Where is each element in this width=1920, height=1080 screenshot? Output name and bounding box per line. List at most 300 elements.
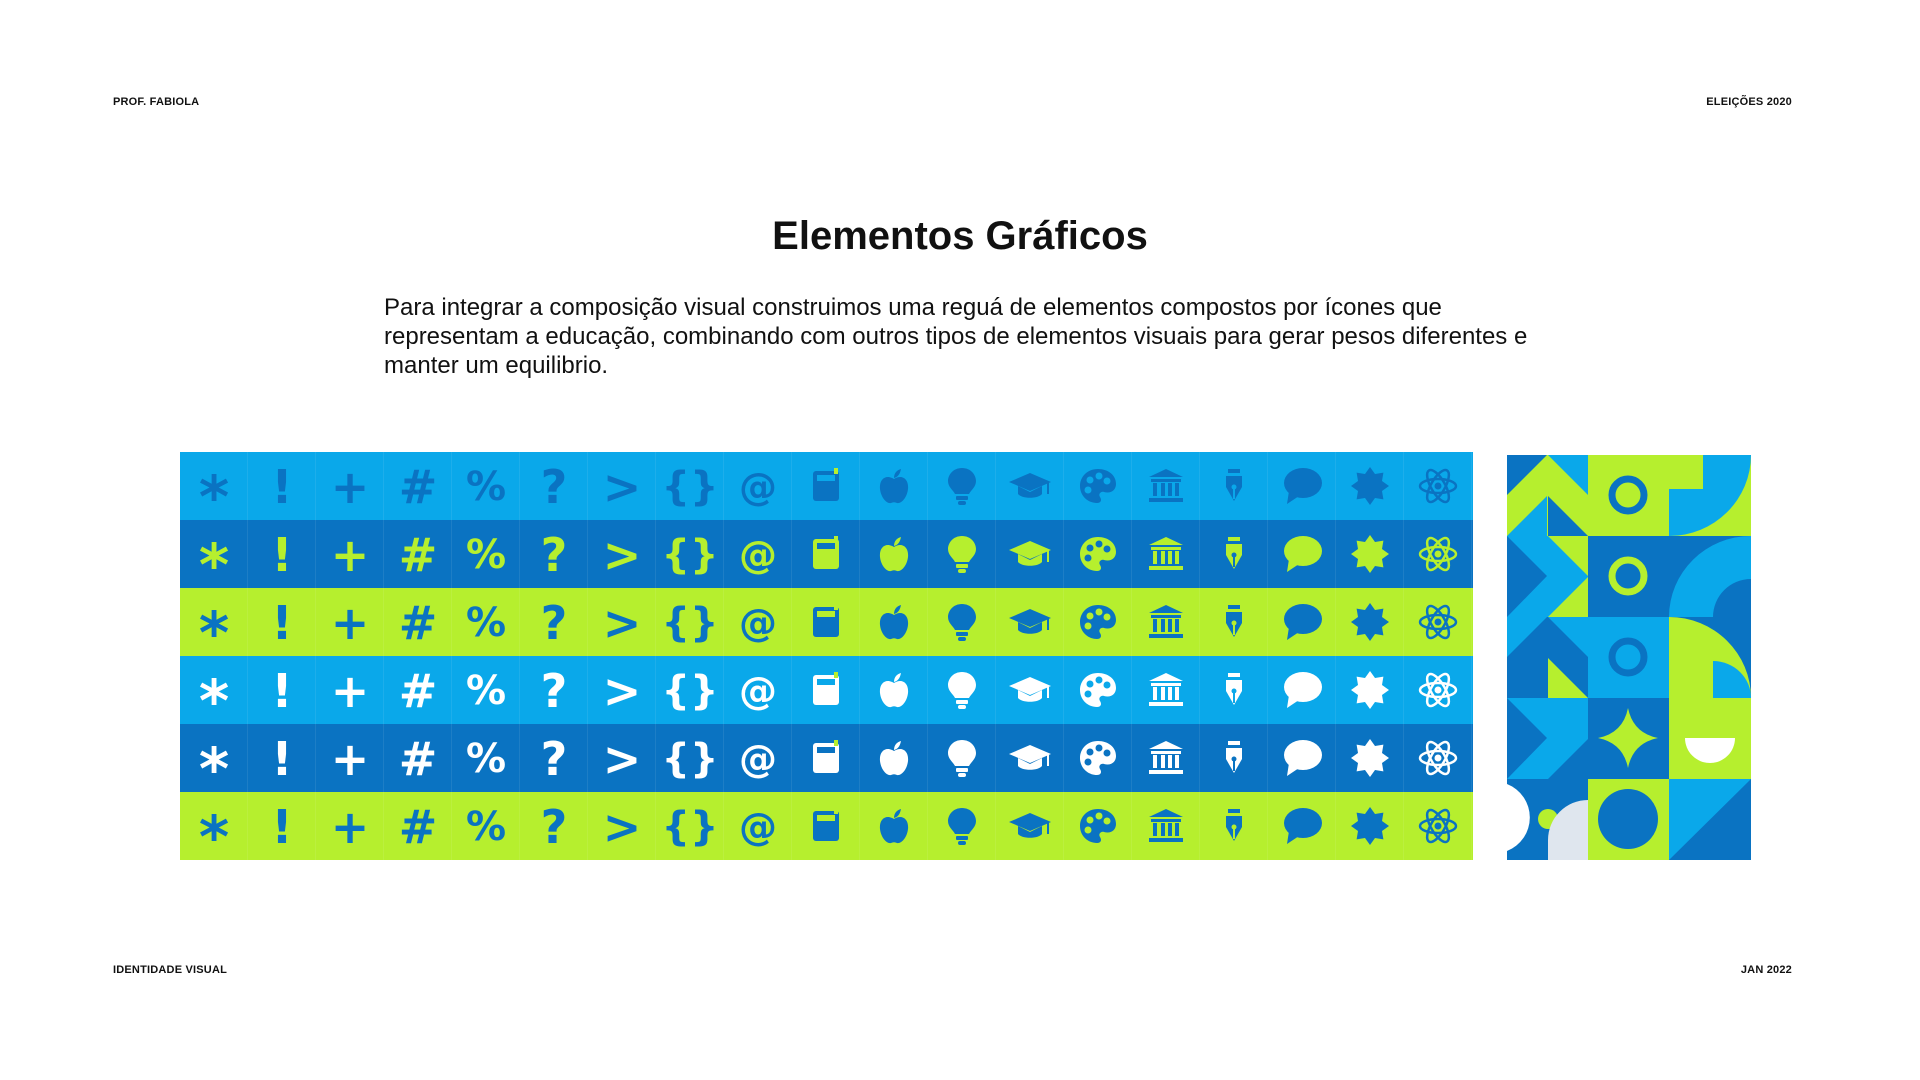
museum-icon — [1143, 531, 1189, 577]
icon-cell — [1268, 792, 1336, 860]
icon-cell — [452, 520, 520, 588]
question-icon — [531, 596, 577, 650]
pen-nib-icon — [1211, 531, 1257, 577]
percent-icon — [463, 531, 509, 577]
icon-cell — [928, 452, 996, 520]
speech-bubble-icon — [1279, 463, 1325, 509]
icon-cell — [792, 792, 860, 860]
icon-cell — [1064, 792, 1132, 860]
pattern-cell — [1588, 455, 1669, 536]
graduation-cap-icon — [1007, 735, 1053, 781]
apple-icon — [871, 667, 917, 713]
svg-text:{}: {} — [661, 600, 718, 646]
svg-text:%: % — [465, 464, 506, 510]
icon-cell — [1132, 792, 1200, 860]
pen-nib-icon — [1211, 463, 1257, 509]
icon-cell — [860, 588, 928, 656]
atom-icon — [1415, 803, 1461, 849]
icon-cell — [248, 724, 316, 792]
icon-cell — [316, 792, 384, 860]
greater-than-icon — [599, 732, 645, 786]
footer-left: IDENTIDADE VISUAL — [113, 964, 228, 976]
braces-icon — [661, 599, 718, 646]
svg-text:%: % — [465, 736, 506, 782]
lightbulb-icon — [939, 735, 985, 781]
icon-cell — [928, 656, 996, 724]
icon-cell — [1268, 452, 1336, 520]
icon-cell — [1200, 520, 1268, 588]
museum-icon — [1143, 803, 1189, 849]
icon-cell — [248, 452, 316, 520]
icon-cell — [860, 656, 928, 724]
svg-text:+: + — [330, 664, 369, 718]
icon-cell — [928, 792, 996, 860]
icon-cell — [656, 792, 724, 860]
at-icon — [735, 463, 781, 509]
icon-cell — [928, 588, 996, 656]
svg-text:?: ? — [540, 732, 567, 786]
icon-cell — [1404, 588, 1472, 656]
icon-cell — [1336, 724, 1404, 792]
icon-cell — [452, 452, 520, 520]
svg-text:+: + — [330, 528, 369, 582]
asterisk-icon — [191, 667, 237, 735]
speech-bubble-icon — [1279, 599, 1325, 645]
pen-nib-icon — [1211, 599, 1257, 645]
footer-right: JAN 2022 — [1740, 964, 1792, 976]
icon-cell — [724, 588, 792, 656]
apple-icon — [871, 531, 917, 577]
svg-text:*: * — [198, 803, 229, 871]
icon-row — [180, 520, 1473, 599]
svg-text:#: # — [398, 732, 437, 786]
icon-cell — [520, 520, 588, 588]
icon-cell — [384, 452, 452, 520]
museum-icon — [1143, 667, 1189, 713]
icon-cell — [180, 520, 248, 599]
icon-cell — [860, 452, 928, 520]
icon-cell — [1336, 520, 1404, 588]
star-burst-icon — [1347, 463, 1393, 509]
palette-icon — [1075, 803, 1121, 849]
icon-cell — [384, 792, 452, 860]
icon-cell — [520, 792, 588, 860]
icon-cell — [996, 792, 1064, 860]
icon-cell — [588, 520, 656, 588]
book-icon — [803, 803, 849, 849]
icon-cell — [1404, 452, 1472, 520]
icon-cell — [656, 588, 724, 656]
book-icon — [803, 531, 849, 577]
svg-text:>: > — [602, 528, 641, 582]
at-icon — [735, 735, 781, 781]
icon-cell — [180, 724, 248, 803]
icon-cell — [588, 656, 656, 724]
percent-icon — [463, 803, 509, 849]
icon-cell — [1132, 452, 1200, 520]
pen-nib-icon — [1211, 667, 1257, 713]
icon-cell — [724, 452, 792, 520]
icon-cell — [1336, 792, 1404, 860]
icon-cell — [452, 724, 520, 792]
svg-text:%: % — [465, 532, 506, 578]
svg-text:>: > — [602, 800, 641, 854]
svg-text:#: # — [398, 664, 437, 718]
header-left: PROF. FABIOLA — [113, 96, 200, 108]
icon-cell — [1200, 656, 1268, 724]
svg-text:!: ! — [271, 664, 292, 718]
icon-cell — [452, 792, 520, 860]
icon-cell — [452, 588, 520, 656]
exclamation-icon — [259, 664, 305, 718]
speech-bubble-icon — [1279, 735, 1325, 781]
page-title: Elementos Gráficos — [772, 214, 1148, 258]
icon-cell — [1200, 588, 1268, 656]
lightbulb-icon — [939, 599, 985, 645]
svg-text:+: + — [330, 460, 369, 514]
star-burst-icon — [1347, 803, 1393, 849]
svg-text:@: @ — [738, 805, 777, 849]
svg-text:@: @ — [738, 737, 777, 781]
icon-cell — [656, 656, 724, 724]
star-burst-icon — [1347, 599, 1393, 645]
palette-icon — [1075, 531, 1121, 577]
greater-than-icon — [599, 800, 645, 854]
icon-cell — [452, 656, 520, 724]
icon-cell — [180, 588, 248, 667]
icon-cell — [588, 452, 656, 520]
svg-text:#: # — [398, 800, 437, 854]
atom-icon — [1415, 735, 1461, 781]
icon-cell — [316, 724, 384, 792]
icon-cell — [1336, 452, 1404, 520]
asterisk-icon — [191, 531, 237, 599]
pen-nib-icon — [1211, 803, 1257, 849]
book-icon — [803, 599, 849, 645]
museum-icon — [1143, 735, 1189, 781]
icon-cell — [724, 520, 792, 588]
icon-cell — [792, 452, 860, 520]
exclamation-icon — [259, 460, 305, 514]
icon-cell — [928, 724, 996, 792]
speech-bubble-icon — [1279, 667, 1325, 713]
icon-cell — [1404, 656, 1472, 724]
question-icon — [531, 800, 577, 854]
question-icon — [531, 732, 577, 786]
icon-cell — [656, 452, 724, 520]
svg-text:@: @ — [738, 601, 777, 645]
icon-cell — [316, 588, 384, 656]
icon-cell — [1268, 520, 1336, 588]
icon-cell — [1132, 520, 1200, 588]
icon-cell — [1336, 588, 1404, 656]
svg-text:*: * — [198, 667, 229, 735]
icon-cell — [1064, 724, 1132, 792]
icon-row — [180, 588, 1473, 667]
apple-icon — [871, 735, 917, 781]
icon-cell — [1200, 724, 1268, 792]
icon-cell — [384, 588, 452, 656]
at-icon — [735, 599, 781, 645]
lightbulb-icon — [939, 803, 985, 849]
svg-text:#: # — [398, 596, 437, 650]
icon-cell — [1200, 452, 1268, 520]
icon-cell — [316, 452, 384, 520]
icon-cell — [1268, 656, 1336, 724]
icon-cell — [1064, 656, 1132, 724]
icon-cell — [792, 588, 860, 656]
exclamation-icon — [259, 732, 305, 786]
icon-cell — [1336, 656, 1404, 724]
icon-row — [180, 656, 1473, 735]
icon-cell — [1064, 452, 1132, 520]
icon-row — [180, 792, 1473, 871]
pattern-tile — [1507, 455, 1751, 860]
svg-text:%: % — [465, 668, 506, 714]
museum-icon — [1143, 463, 1189, 509]
circle-icon — [1598, 789, 1658, 849]
at-icon — [735, 531, 781, 577]
apple-icon — [871, 599, 917, 645]
exclamation-icon — [259, 800, 305, 854]
icon-cell — [724, 724, 792, 792]
icon-strip — [180, 452, 1473, 871]
svg-text:!: ! — [271, 732, 292, 786]
svg-text:!: ! — [271, 800, 292, 854]
svg-text:@: @ — [738, 669, 777, 713]
palette-icon — [1075, 599, 1121, 645]
icon-cell — [1200, 792, 1268, 860]
icon-cell — [792, 656, 860, 724]
icon-cell — [996, 588, 1064, 656]
lightbulb-icon — [939, 667, 985, 713]
percent-icon — [463, 599, 509, 645]
svg-text:%: % — [465, 804, 506, 850]
pen-nib-icon — [1211, 735, 1257, 781]
atom-icon — [1415, 463, 1461, 509]
icon-cell — [248, 588, 316, 656]
asterisk-icon — [191, 803, 237, 871]
plus-icon — [327, 460, 373, 514]
icon-cell — [180, 656, 248, 735]
museum-icon — [1143, 599, 1189, 645]
icon-cell — [996, 520, 1064, 588]
exclamation-icon — [259, 596, 305, 650]
svg-text:+: + — [330, 596, 369, 650]
icon-cell — [384, 724, 452, 792]
asterisk-icon — [191, 599, 237, 667]
svg-text:?: ? — [540, 664, 567, 718]
percent-icon — [463, 735, 509, 781]
icon-cell — [792, 724, 860, 792]
svg-text:*: * — [198, 463, 229, 531]
icon-cell — [520, 724, 588, 792]
percent-icon — [463, 667, 509, 713]
svg-text:?: ? — [540, 596, 567, 650]
svg-text:@: @ — [738, 465, 777, 509]
hash-icon — [395, 732, 441, 786]
plus-icon — [327, 800, 373, 854]
icon-cell — [248, 520, 316, 588]
asterisk-icon — [191, 735, 237, 803]
svg-text:*: * — [198, 599, 229, 667]
svg-text:>: > — [602, 664, 641, 718]
icon-cell — [724, 792, 792, 860]
icon-cell — [248, 656, 316, 724]
icon-cell — [1404, 792, 1472, 860]
icon-cell — [1132, 588, 1200, 656]
icon-cell — [316, 656, 384, 724]
icon-row — [180, 452, 1473, 531]
greater-than-icon — [599, 596, 645, 650]
icon-cell — [1064, 588, 1132, 656]
svg-text:{}: {} — [661, 532, 718, 578]
apple-icon — [871, 463, 917, 509]
palette-icon — [1075, 735, 1121, 781]
svg-text:*: * — [198, 735, 229, 803]
icon-cell — [588, 792, 656, 860]
star-burst-icon — [1347, 667, 1393, 713]
lightbulb-icon — [939, 463, 985, 509]
plus-icon — [327, 732, 373, 786]
pattern-cell — [1669, 455, 1703, 489]
svg-text:>: > — [602, 732, 641, 786]
svg-text:*: * — [198, 531, 229, 599]
asterisk-icon — [191, 463, 237, 531]
svg-text:{}: {} — [661, 668, 718, 714]
icon-cell — [1404, 520, 1472, 588]
graduation-cap-icon — [1007, 463, 1053, 509]
pattern-cell — [1588, 617, 1669, 698]
svg-text:!: ! — [271, 460, 292, 514]
icon-cell — [180, 792, 248, 871]
icon-cell — [656, 520, 724, 588]
palette-icon — [1075, 667, 1121, 713]
icon-cell — [1268, 724, 1336, 792]
svg-text:%: % — [465, 600, 506, 646]
icon-cell — [520, 452, 588, 520]
svg-text:?: ? — [540, 460, 567, 514]
graduation-cap-icon — [1007, 667, 1053, 713]
greater-than-icon — [599, 664, 645, 718]
icon-cell — [588, 588, 656, 656]
palette-icon — [1075, 463, 1121, 509]
lightbulb-icon — [939, 531, 985, 577]
icon-cell — [860, 724, 928, 792]
icon-cell — [860, 792, 928, 860]
icon-cell — [1064, 520, 1132, 588]
svg-text:?: ? — [540, 528, 567, 582]
plus-icon — [327, 664, 373, 718]
pattern-cell — [1588, 536, 1669, 617]
svg-text:?: ? — [540, 800, 567, 854]
svg-text:!: ! — [271, 596, 292, 650]
apple-icon — [871, 803, 917, 849]
icon-cell — [520, 588, 588, 656]
braces-icon — [661, 735, 718, 782]
atom-icon — [1415, 531, 1461, 577]
icon-cell — [316, 520, 384, 588]
speech-bubble-icon — [1279, 803, 1325, 849]
graduation-cap-icon — [1007, 803, 1053, 849]
header-right: ELEIÇÕES 2020 — [1706, 96, 1792, 108]
graduation-cap-icon — [1007, 531, 1053, 577]
greater-than-icon — [599, 460, 645, 514]
svg-text:>: > — [602, 596, 641, 650]
icon-cell — [928, 520, 996, 588]
at-icon — [735, 803, 781, 849]
icon-cell — [996, 452, 1064, 520]
svg-text:{}: {} — [661, 464, 718, 510]
hash-icon — [395, 596, 441, 650]
atom-icon — [1415, 599, 1461, 645]
plus-icon — [327, 596, 373, 650]
greater-than-icon — [599, 528, 645, 582]
question-icon — [531, 460, 577, 514]
svg-text:{}: {} — [661, 736, 718, 782]
braces-icon — [661, 803, 718, 850]
star-burst-icon — [1347, 735, 1393, 781]
icon-cell — [996, 724, 1064, 792]
plus-icon — [327, 528, 373, 582]
percent-icon — [463, 463, 509, 509]
svg-text:>: > — [602, 460, 641, 514]
atom-icon — [1415, 667, 1461, 713]
star-burst-icon — [1347, 531, 1393, 577]
svg-text:#: # — [398, 528, 437, 582]
braces-icon — [661, 531, 718, 578]
svg-text:{}: {} — [661, 804, 718, 850]
icon-cell — [588, 724, 656, 792]
question-icon — [531, 528, 577, 582]
icon-cell — [384, 520, 452, 588]
icon-cell — [248, 792, 316, 860]
icon-cell — [520, 656, 588, 724]
icon-cell — [1268, 588, 1336, 656]
svg-text:#: # — [398, 460, 437, 514]
icon-cell — [384, 656, 452, 724]
icon-cell — [724, 656, 792, 724]
icon-cell — [792, 520, 860, 588]
braces-icon — [661, 463, 718, 510]
icon-cell — [1404, 724, 1472, 792]
svg-text:+: + — [330, 732, 369, 786]
svg-text:@: @ — [738, 533, 777, 577]
page-description: Para integrar a composição visual construimos uma reguá de elementos compostos por ícones que representam a educação, combinando com outros tipos de elementos visuais para gerar pesos diferentes e manter um equilibrio. — [384, 294, 1528, 379]
exclamation-icon — [259, 528, 305, 582]
book-icon — [803, 667, 849, 713]
hash-icon — [395, 800, 441, 854]
book-icon — [803, 735, 849, 781]
icon-cell — [1132, 724, 1200, 792]
hash-icon — [395, 664, 441, 718]
icon-row — [180, 724, 1473, 803]
icon-cell — [996, 656, 1064, 724]
svg-text:+: + — [330, 800, 369, 854]
graduation-cap-icon — [1007, 599, 1053, 645]
hash-icon — [395, 460, 441, 514]
braces-icon — [661, 667, 718, 714]
speech-bubble-icon — [1279, 531, 1325, 577]
icon-cell — [180, 452, 248, 531]
question-icon — [531, 664, 577, 718]
book-icon — [803, 463, 849, 509]
svg-text:!: ! — [271, 528, 292, 582]
hash-icon — [395, 528, 441, 582]
icon-cell — [656, 724, 724, 792]
icon-cell — [860, 520, 928, 588]
icon-cell — [1132, 656, 1200, 724]
